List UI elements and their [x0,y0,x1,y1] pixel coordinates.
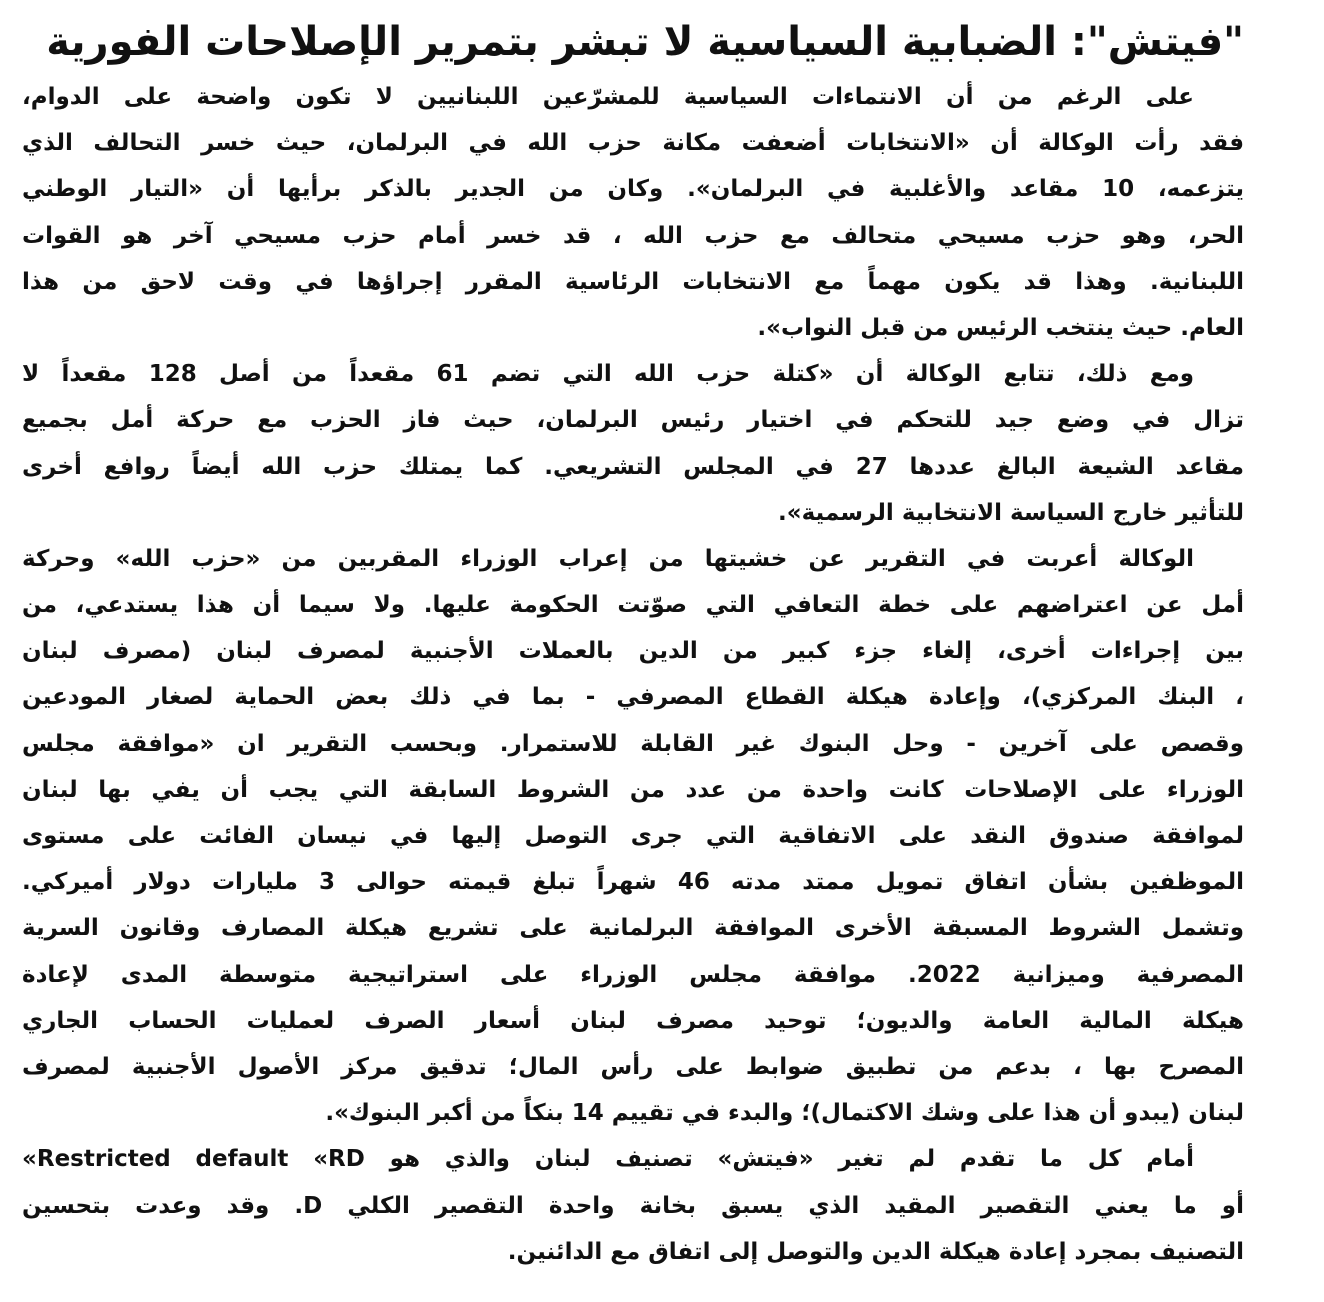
paragraph-3 [22,536,1244,1136]
text-line: الوزراء على الإصلاحات كانت واحدة من عدد من الشروط السابقة التي يجب أن يفي بها لبنان [22,776,1244,803]
text-line: الحر، وهو حزب مسيحي متحالف مع حزب الله ، قد خسر أمام حزب مسيحي آخر هو القوات [22,222,1244,249]
text-line: مقاعد الشيعة البالغ عددها 27 في المجلس التشريعي. كما يمتلك حزب الله أيضاً روافع أخرى [22,453,1244,480]
paragraph-2 [22,351,1244,536]
headline: "فيتش": الضبابية السياسية لا تبشر بتمرير الإصلاحات الفورية [46,19,1244,65]
text-line: هيكلة المالية العامة والديون؛ توحيد مصرف لبنان أسعار الصرف لعمليات الحساب الجاري [22,1007,1244,1034]
text-line: الموظفين بشأن اتفاق تمويل ممتد مدته 46 شهراً تبلغ قيمته حوالى 3 مليارات دولار أميركي. [22,869,1244,896]
paragraph-4 [22,1136,1244,1275]
text-line: على الرغم من أن الانتماءات السياسية للمشرّعين اللبنانيين لا تكون واضحة على الدوام، [22,84,1194,110]
text-line: لبنان (يبدو أن هذا على وشك الاكتمال)؛ والبدء في تقييم 14 بنكاً من أكبر البنوك». [325,1100,1244,1127]
text-line: التصنيف بمجرد إعادة هيكلة الدين والتوصل إلى اتفاق مع الدائنين. [507,1238,1244,1265]
text-line: أمام كل ما تقدم لم تغير «فيتش» تصنيف لبنان والذي هو Restricted default «RD» [22,1146,1195,1173]
text-line: الوكالة أعربت في التقرير عن خشيتها من إعراب الوزراء المقربين من «حزب الله» وحركة [22,545,1194,572]
article-body [22,74,1244,1275]
text-line: المصرح بها ، بدعم من تطبيق ضوابط على رأس المال؛ تدقيق مركز الأصول الأجنبية لمصرف [22,1053,1244,1080]
text-line: تزال في وضع جيد للتحكم في اختيار رئيس البرلمان، حيث فاز الحزب مع حركة أمل بجميع [22,407,1244,434]
text-line: ومع ذلك، تتابع الوكالة أن «كتلة حزب الله التي تضم 61 مقعداً من أصل 128 مقعداً لا [22,361,1194,388]
article [22,10,1244,1275]
text-line: أمل عن اعتراضهم على خطة التعافي التي صوّتت الحكومة عليها. ولا سيما أن هذا يستدعي، من [22,592,1244,619]
text-line: أو ما يعني التقصير المقيد الذي يسبق بخانة واحدة التقصير الكلي D. وقد وعدت بتحسين [22,1192,1244,1219]
text-line: فقد رأت الوكالة أن «الانتخابات أضعفت مكانة حزب الله في البرلمان، حيث خسر التحالف الذي [22,130,1244,157]
text-line: وتشمل الشروط المسبقة الأخرى الموافقة البرلمانية على تشريع هيكلة المصارف وقانون السرية [22,915,1244,942]
text-line: وقصص على آخرين - وحل البنوك غير القابلة للاستمرار. وبحسب التقرير ان «موافقة مجلس [22,730,1244,757]
text-line: العام. حيث ينتخب الرئيس من قبل النواب». [757,314,1244,341]
text-line: اللبنانية. وهذا قد يكون مهماً مع الانتخابات الرئاسية المقرر إجراؤها في وقت لاحق من هذا [22,268,1244,295]
text-line: للتأثير خارج السياسة الانتخابية الرسمية». [778,499,1244,526]
text-line: ، البنك المركزي)، وإعادة هيكلة القطاع المصرفي - بما في ذلك بعض الحماية لصغار المودعين [22,684,1244,711]
paragraph-1 [22,74,1244,351]
text-line: المصرفية وميزانية 2022. موافقة مجلس الوزراء على استراتيجية متوسطة المدى لإعادة [22,961,1244,988]
text-line: لموافقة صندوق النقد على الاتفاقية التي جرى التوصل إليها في نيسان الفائت على مستوى [22,823,1244,849]
text-line: بين إجراءات أخرى، إلغاء جزء كبير من الدين بالعملات الأجنبية لمصرف لبنان (مصرف لبنان [22,638,1244,665]
text-line: يتزعمه، 10 مقاعد والأغلبية في البرلمان». وكان من الجدير بالذكر برأيها أن «التيار الوطني [22,176,1244,203]
